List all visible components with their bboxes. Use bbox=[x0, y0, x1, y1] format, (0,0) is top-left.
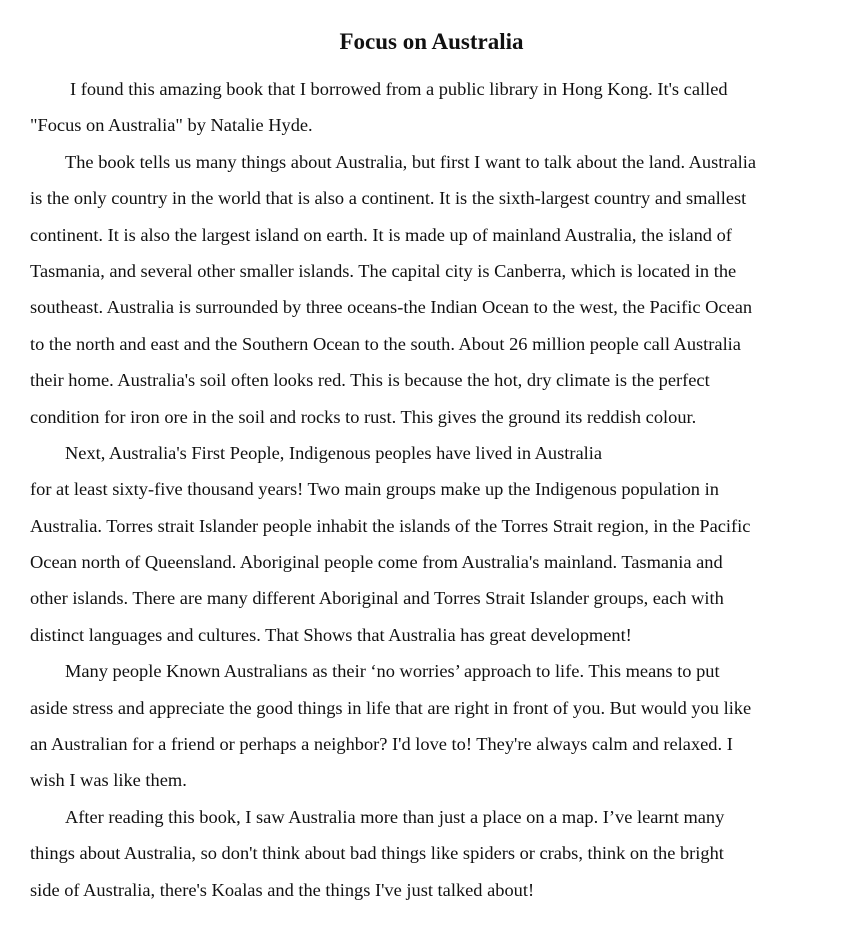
paragraph-line: Many people Known Australians as their ‘no worries’ approach to life. This means to put bbox=[65, 661, 720, 682]
paragraph-line: Australia. Torres strait Islander people inhabit the islands of the Torres Strait region, in the Pacific bbox=[30, 515, 751, 536]
paragraph-line: their home. Australia's soil often looks red. This is because the hot, dry climate is the perfect bbox=[30, 370, 710, 391]
paragraph-line: I found this amazing book that I borrowed from a public library in Hong Kong. It's called bbox=[70, 79, 728, 99]
paragraph-line: for at least sixty-five thousand years! Two main groups make up the Indigenous population in bbox=[30, 479, 719, 500]
paragraph-line: to the north and east and the Southern Ocean to the south. About 26 million people call Australia bbox=[30, 333, 741, 354]
document-title: Focus on Australia bbox=[339, 29, 524, 54]
paragraph-line: other islands. There are many different Aboriginal and Torres Strait Islander groups, each with bbox=[30, 588, 724, 609]
paragraph-line: "Focus on Australia" by Natalie Hyde. bbox=[30, 115, 313, 136]
paragraph-line: Next, Australia's First People, Indigenous peoples have lived in Australia bbox=[65, 442, 603, 463]
paragraph-line: aside stress and appreciate the good things in life that are right in front of you. But would you like bbox=[30, 697, 752, 718]
paragraph-line: After reading this book, I saw Australia more than just a place on a map. I’ve learnt many bbox=[65, 806, 725, 827]
paragraph-line: The book tells us many things about Australia, but first I want to talk about the land. Australia bbox=[65, 151, 757, 172]
paragraph-line: continent. It is also the largest island on earth. It is made up of mainland Australia, the island of bbox=[30, 224, 732, 245]
paragraph-line: Ocean north of Queensland. Aboriginal people come from Australia's mainland. Tasmania and bbox=[30, 552, 723, 573]
paragraph-line: an Australian for a friend or perhaps a neighbor? I'd love to! They're always calm and relaxed. I bbox=[30, 734, 733, 755]
paragraph-line: is the only country in the world that is also a continent. It is the sixth-largest country and smallest bbox=[30, 188, 747, 209]
paragraph-line: wish I was like them. bbox=[30, 770, 187, 791]
paragraph-line: Tasmania, and several other smaller islands. The capital city is Canberra, which is located in the bbox=[30, 260, 737, 281]
paragraph-line: condition for iron ore in the soil and rocks to rust. This gives the ground its reddish colour. bbox=[30, 406, 697, 427]
document-body bbox=[30, 71, 840, 908]
paragraph-line: distinct languages and cultures. That Shows that Australia has great development! bbox=[30, 624, 632, 645]
paragraph-line: side of Australia, there's Koalas and the things I've just talked about! bbox=[30, 879, 535, 900]
paragraph-line: things about Australia, so don't think about bad things like spiders or crabs, think on the bright bbox=[30, 843, 724, 864]
paragraph-line: southeast. Australia is surrounded by three oceans-the Indian Ocean to the west, the Pacific Ocean bbox=[30, 297, 753, 318]
